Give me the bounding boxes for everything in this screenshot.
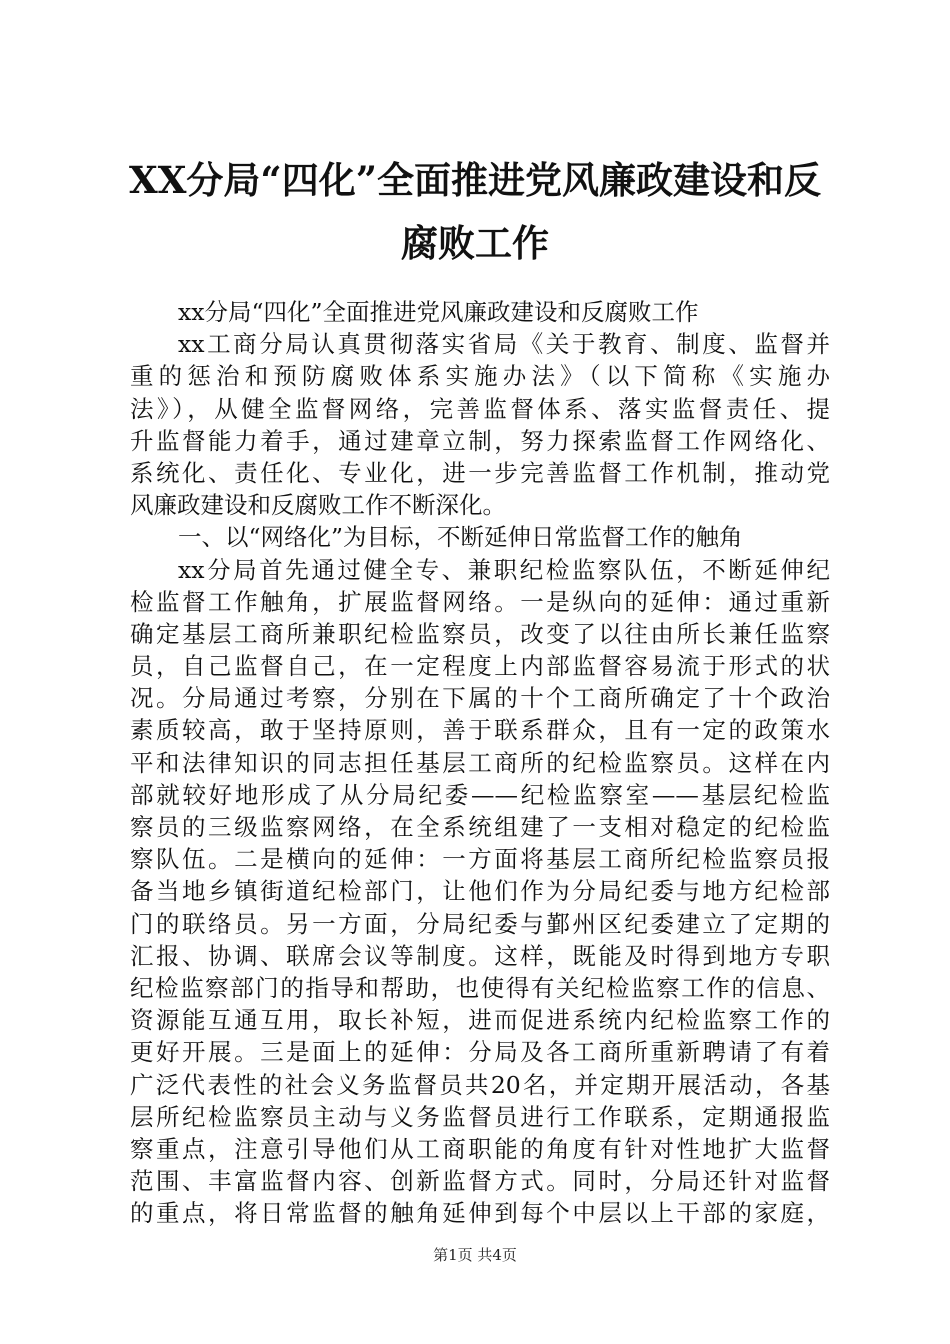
body-line: xx分局首先通过健全专、兼职纪检监察队伍，不断延伸纪 xyxy=(178,555,830,584)
body-line: 察队伍。二是横向的延伸：一方面将基层工商所纪检监察员报 xyxy=(130,845,830,874)
body-line: 系统化、责任化、专业化，进一步完善监督工作机制，推动党 xyxy=(130,458,830,487)
body-line: 的重点，将日常监督的触角延伸到每个中层以上干部的家庭， xyxy=(130,1199,830,1228)
body-line: 广泛代表性的社会义务监督员共20名，并定期开展活动，各基 xyxy=(130,1070,830,1099)
body-line: 备当地乡镇街道纪检部门，让他们作为分局纪委与地方纪检部 xyxy=(130,877,830,906)
body-line: 部就较好地形成了从分局纪委——纪检监察室——基层纪检监 xyxy=(130,780,830,809)
body-line: 纪检监察部门的指导和帮助，也使得有关纪检监察工作的信息、 xyxy=(130,973,830,1002)
body-line: xx工商分局认真贯彻落实省局《关于教育、制度、监督并 xyxy=(178,330,830,359)
body-line: 法》），从健全监督网络，完善监督体系、落实监督责任、提 xyxy=(130,394,830,423)
body-line: 确定基层工商所兼职纪检监察员，改变了以往由所长兼任监察 xyxy=(130,619,830,648)
body-line: 风廉政建设和反腐败工作不断深化。 xyxy=(130,491,506,520)
subtitle-line: xx分局“四化”全面推进党风廉政建设和反腐败工作 xyxy=(178,298,699,326)
body-line: 层所纪检监察员主动与义务监督员进行工作联系，定期通报监 xyxy=(130,1102,830,1131)
document-body xyxy=(130,296,830,1229)
page-number-footer: 第1页 共4页 xyxy=(433,1246,517,1264)
body-line: 范围、丰富监督内容、创新监督方式。同时，分局还针对监督 xyxy=(130,1167,830,1196)
body-line: 况。分局通过考察，分别在下属的十个工商所确定了十个政治 xyxy=(130,684,830,713)
section-heading: 一、以“网络化”为目标，不断延伸日常监督工作的触角 xyxy=(178,523,743,552)
body-line: 平和法律知识的同志担任基层工商所的纪检监察员。这样在内 xyxy=(130,748,830,777)
body-line: 升监督能力着手，通过建章立制，努力探索监督工作网络化、 xyxy=(130,426,830,455)
body-line: 资源能互通互用，取长补短，进而促进系统内纪检监察工作的 xyxy=(130,1006,830,1035)
document-title-line-2: 腐败工作 xyxy=(401,221,549,265)
body-line: 察重点，注意引导他们从工商职能的角度有针对性地扩大监督 xyxy=(130,1134,830,1163)
body-line: 汇报、协调、联席会议等制度。这样，既能及时得到地方专职 xyxy=(130,941,830,970)
body-line: 门的联络员。另一方面，分局纪委与鄞州区纪委建立了定期的 xyxy=(130,909,830,938)
body-line: 素质较高，敢于坚持原则，善于联系群众，且有一定的政策水 xyxy=(130,716,830,745)
body-line: 重的惩治和预防腐败体系实施办法》（以下简称《实施办 xyxy=(130,362,830,391)
body-line: 员，自己监督自己，在一定程度上内部监督容易流于形式的状 xyxy=(130,652,830,681)
body-line: 察员的三级监察网络，在全系统组建了一支相对稳定的纪检监 xyxy=(130,813,830,841)
document-title-line-1: XX分局“四化”全面推进党风廉政建设和反 xyxy=(129,158,821,202)
body-line: 检监督工作触角，扩展监督网络。一是纵向的延伸：通过重新 xyxy=(130,587,830,616)
body-line: 更好开展。三是面上的延伸：分局及各工商所重新聘请了有着 xyxy=(130,1038,830,1067)
